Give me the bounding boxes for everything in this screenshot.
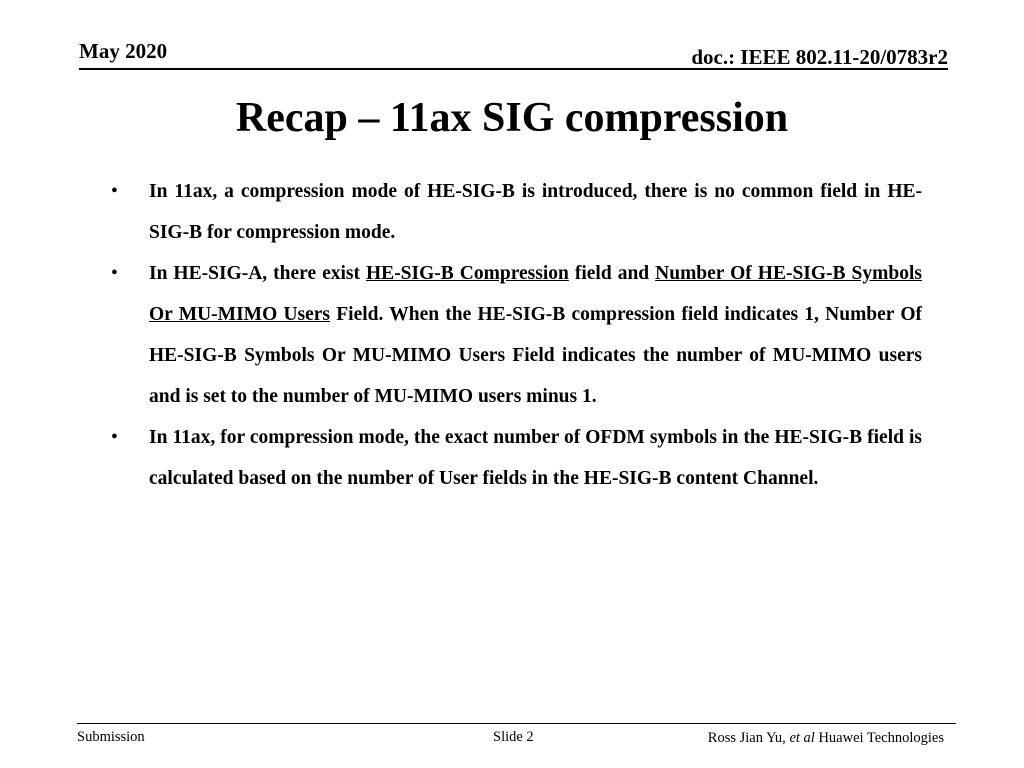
bullet-text: In 11ax, for compression mode, the exact number of OFDM symbols in the HE-SIG-B field is calculated based on the number of User fields in the HE-SIG-B content Channel. — [149, 427, 922, 489]
bullet-text: In 11ax, a compression mode of HE-SIG-B is introduced, there is no common field in HE-SIG-B for compression mode. — [149, 181, 922, 243]
bullet-item-2 — [110, 253, 922, 417]
header-date: May 2020 — [79, 39, 168, 63]
bullet-icon: • — [111, 181, 118, 202]
bullet-text-part: In HE-SIG-A, there exist — [149, 263, 367, 284]
bullet-icon: • — [111, 263, 118, 284]
bullet-icon: • — [111, 427, 118, 448]
field-name-hesigb-compression: HE-SIG-B Compression — [366, 263, 569, 284]
bullet-text-part: field and — [568, 263, 656, 284]
header-doc-id: doc.: IEEE 802.11-20/0783r2 — [691, 45, 948, 69]
footer-affiliation: Huawei Technologies — [814, 730, 944, 746]
bullet-item-1 — [110, 171, 922, 253]
footer-author-name: Ross Jian Yu, — [707, 730, 790, 746]
footer-divider — [77, 723, 956, 724]
footer-slide-number: Slide 2 — [493, 729, 534, 745]
bullet-item-3 — [110, 417, 922, 499]
header-divider — [79, 68, 948, 70]
bullet-list — [110, 171, 922, 499]
slide-title: Recap – 11ax SIG compression — [235, 95, 789, 141]
field-name-number-of-symbols: Number Of HE-SIG-B Symbols Or MU-MIMO Users — [149, 263, 922, 325]
bullet-text-part: Field. When the HE-SIG-B compression field indicates 1, Number Of HE-SIG-B Symbols Or MU-MIMO Users Field indicates the number of MU-MIMO users and is set to the number of MU-MIMO users minus 1. — [149, 304, 922, 407]
footer-et-al: et al — [789, 730, 815, 746]
footer-author — [708, 729, 944, 747]
footer-submission: Submission — [77, 729, 145, 745]
